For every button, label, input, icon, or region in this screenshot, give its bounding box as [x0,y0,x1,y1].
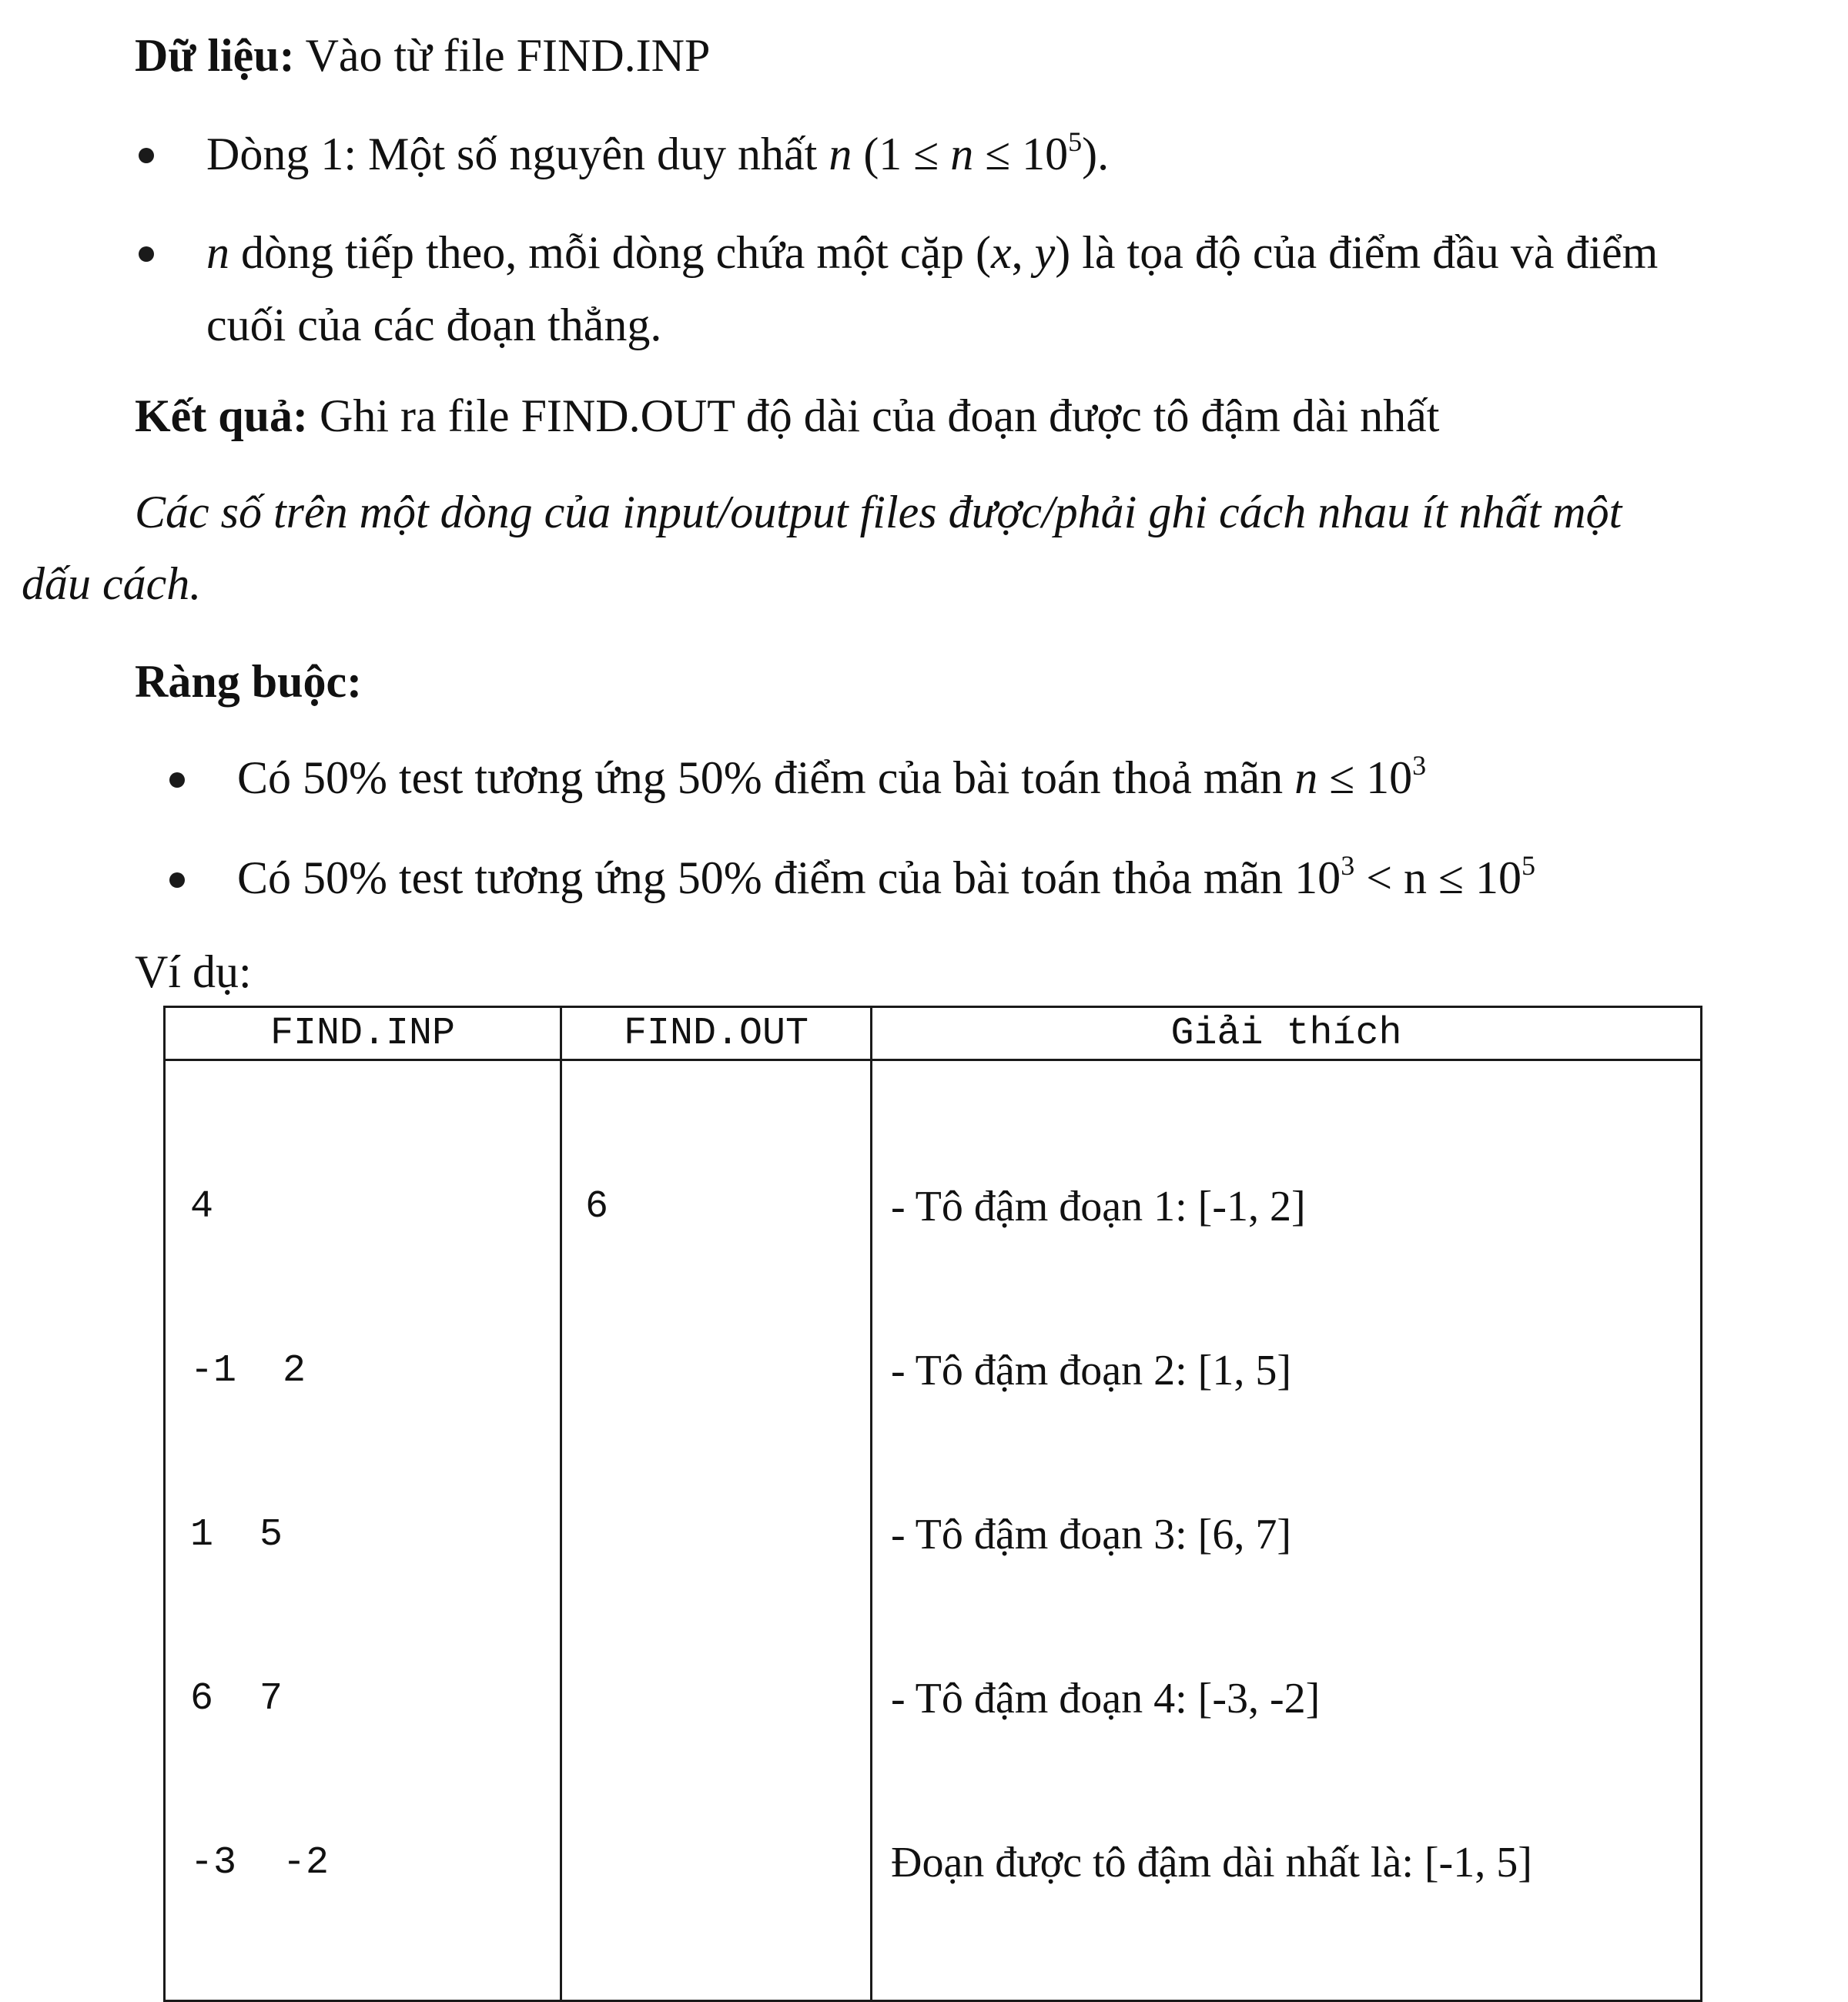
example-table [163,1006,1702,2002]
constraint1-text: Có 50% test tương ứng 50% điểm của bài toán thoả mãn [237,752,1295,803]
output-cell [561,1060,872,2001]
header-explanation: Giải thích [872,1007,1702,1060]
bullet-icon [139,148,154,163]
example-label: Ví dụ: [135,946,252,997]
bullet-icon [169,772,185,788]
bullet2-tail: ) là tọa độ của điểm đầu và điểm [1055,227,1659,278]
constraint-item-2 [237,850,1535,903]
input-line: -1 2 [190,1349,306,1393]
table-header-row [165,1007,1702,1060]
explanation-cell [872,1060,1702,2001]
header-find-inp: FIND.INP [165,1007,561,1060]
bullet1-suffix: ). [1082,129,1110,179]
constraint2-exp1: 3 [1341,850,1355,881]
bullet2-comma: , [1011,227,1035,278]
bullet1-mid2: ≤ 10 [973,129,1069,179]
input-text: Vào từ file FIND.INP [294,30,711,81]
constraints-heading: Ràng buộc: [135,656,363,707]
explanation-line: - Tô đậm đoạn 1: [-1, 2] [891,1183,1306,1230]
input-bullet-2-line-2: cuối của các đoạn thẳng. [206,300,662,350]
explanation-line: - Tô đậm đoạn 4: [-3, -2] [891,1675,1321,1722]
input-cell [165,1060,561,2001]
output-label: Kết quả: [135,390,308,441]
output-text: Ghi ra file FIND.OUT độ dài của đoạn được tô đậm dài nhất [308,390,1440,441]
bullet1-mid1: (1 ≤ [852,129,951,179]
bullet1-var2: n [950,129,974,179]
input-line: -3 -2 [190,1841,330,1885]
input-line: 1 5 [190,1513,283,1557]
constraint1-var: n [1294,752,1318,803]
constraint2-mid: < n ≤ 10 [1354,852,1522,903]
input-bullet-2-line-1 [206,229,1658,276]
output-heading [135,390,1440,441]
constraint1-rel: ≤ 10 [1317,752,1413,803]
explanation-line: Đoạn được tô đậm dài nhất là: [-1, 5] [891,1839,1532,1886]
constraint1-exp: 3 [1412,750,1427,781]
constraint2-exp2: 5 [1521,850,1535,881]
bullet2-text: dòng tiếp theo, mỗi dòng chứa một cặp ( [229,227,991,278]
bullet-icon [169,872,185,888]
bullet1-var: n [829,129,852,179]
output-line: 6 [585,1185,609,1229]
note-line-1: Các số trên một dòng của input/output files được/phải ghi cách nhau ít nhất một [135,487,1622,537]
constraint-item-1 [237,750,1427,803]
input-line: 4 [190,1185,214,1229]
header-find-out: FIND.OUT [561,1007,872,1060]
input-line: 6 7 [190,1677,283,1721]
bullet2-x: x [990,227,1012,278]
bullet1-prefix: Dòng 1: Một số nguyên duy nhất [206,129,829,179]
bullet-icon [139,246,154,262]
explanation-line: - Tô đậm đoạn 3: [6, 7] [891,1511,1291,1558]
table-row [165,1060,1702,2001]
constraint2-text: Có 50% test tương ứng 50% điểm của bài toán thỏa mãn 10 [237,852,1341,903]
bullet2-var: n [206,227,229,278]
input-heading [135,32,710,79]
explanation-line: - Tô đậm đoạn 2: [1, 5] [891,1347,1291,1394]
input-bullet-1 [206,126,1110,179]
note-line-2: dấu cách. [22,558,202,609]
input-label: Dữ liệu: [135,30,295,81]
bullet1-exp: 5 [1068,126,1083,157]
bullet2-y: y [1034,227,1056,278]
